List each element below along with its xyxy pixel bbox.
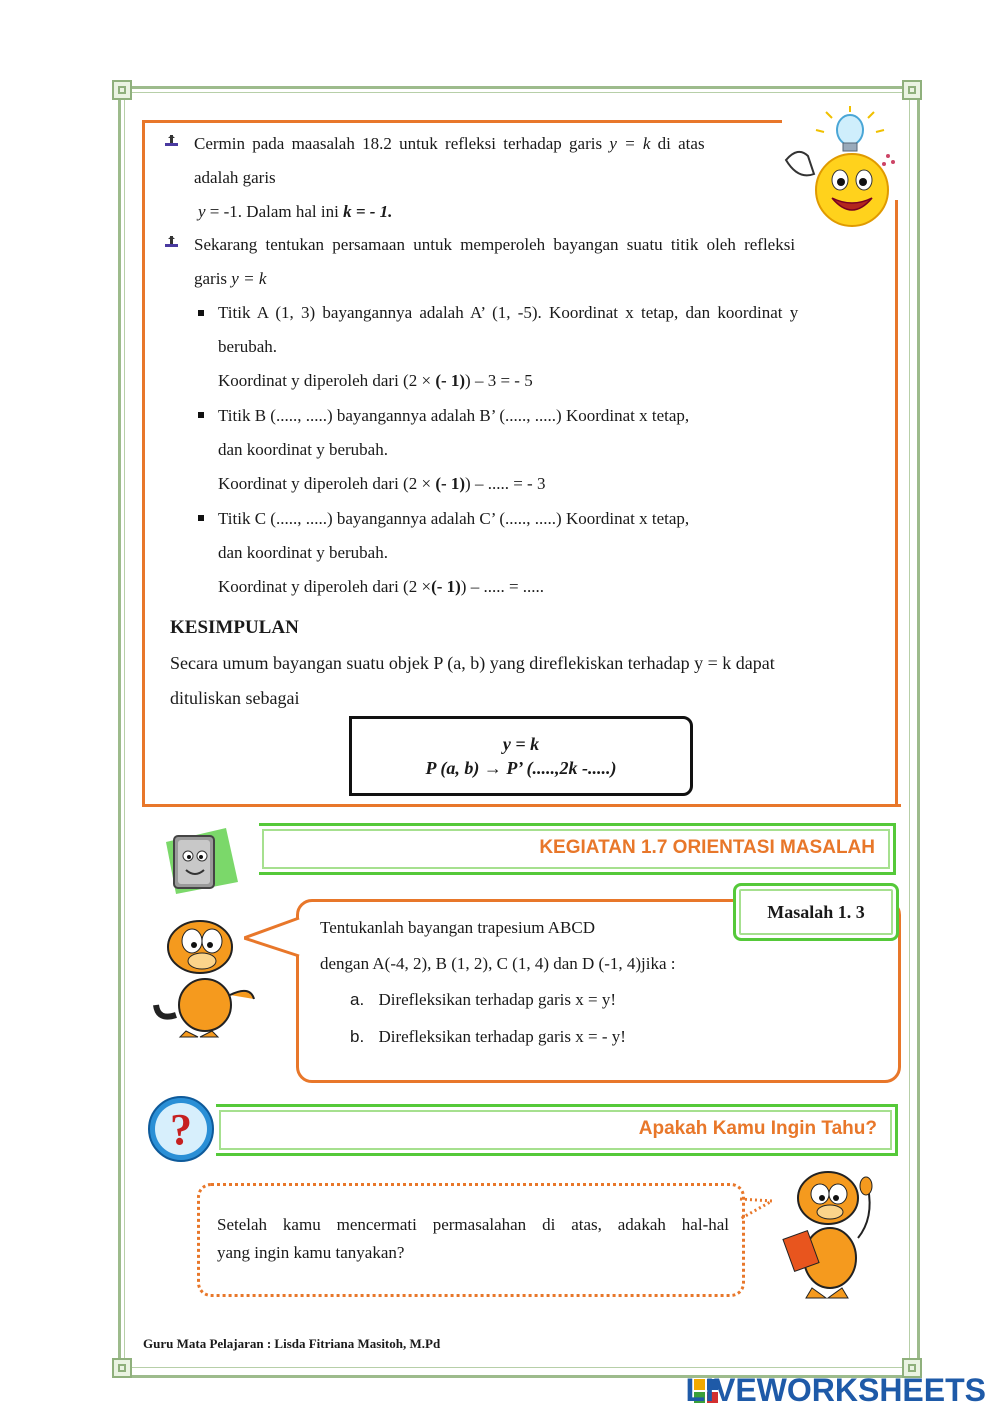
text: ) – 3 = - 5 xyxy=(465,371,533,390)
point-a-line1: Titik A (1, 3) bayangannya adalah A’ (1, -5). Koordinat x tetap, dan koordinat y xyxy=(218,303,799,322)
bullet1-line3 xyxy=(198,195,392,229)
math-var: y = k xyxy=(609,134,651,153)
frame-corner-ornament xyxy=(902,80,922,100)
formula-answer-box[interactable] xyxy=(349,716,693,796)
item-text: Direfleksikan terhadap garis x = y! xyxy=(378,990,617,1009)
conclusion-line1: Secara umum bayangan suatu objek P (a, b) yang direflekiskan terhadap y = k dapat xyxy=(170,653,775,673)
text: (- 1) xyxy=(435,371,466,390)
text: (- 1) xyxy=(431,577,461,596)
kegiatan-banner xyxy=(259,823,896,875)
bullet1-line1 xyxy=(194,127,705,161)
text: garis xyxy=(194,269,232,288)
text: Koordinat y diperoleh dari (2 × xyxy=(218,474,436,493)
content-box-top-border xyxy=(142,120,782,123)
item-letter: b. xyxy=(350,1027,365,1046)
question-line1: Setelah kamu mencermati permasalahan di atas, adakah hal-hal xyxy=(217,1215,729,1234)
speech-bubble-tail xyxy=(244,916,302,960)
content-box-right-border xyxy=(895,200,898,807)
question-line2: yang ingin kamu tanyakan? xyxy=(217,1243,405,1262)
text: Koordinat y diperoleh dari (2 × xyxy=(218,577,432,596)
speech-bubble-tail xyxy=(736,1195,776,1225)
problem-item-b xyxy=(350,1019,626,1055)
text: ) – ..... = - 3 xyxy=(465,474,546,493)
point-b-line2: dan koordinat y berubah. xyxy=(218,440,388,459)
text: ) – ..... = ..... xyxy=(460,577,545,596)
formula-top: y = k xyxy=(502,734,540,754)
text: di atas xyxy=(650,134,705,153)
text: (- 1) xyxy=(435,474,466,493)
kegiatan-title: KEGIATAN 1.7 ORIENTASI MASALAH xyxy=(539,837,875,858)
bullet2-line1 xyxy=(194,228,866,262)
text: Sekarang tentukan persamaan untuk memperoleh bayangan suatu titik oleh refleksi xyxy=(194,235,796,254)
text: Koordinat y diperoleh dari (2 × xyxy=(218,371,436,390)
point-b-line3 xyxy=(218,467,545,501)
point-a-line3 xyxy=(218,364,533,398)
svg-text:?: ? xyxy=(170,1105,192,1154)
question-mark-icon xyxy=(146,1094,216,1164)
point-c-line1: Titik C (....., .....) bayangannya adalah C’ (....., .....) Koordinat x tetap, xyxy=(218,509,690,528)
bullet1-line2: adalah garis xyxy=(194,168,276,187)
cat-thinking-icon xyxy=(780,1158,890,1304)
problem-item-a xyxy=(350,982,616,1018)
frame-corner-ornament xyxy=(112,80,132,100)
arrow-bullet-icon xyxy=(165,135,179,149)
item-text: Direfleksikan terhadap garis x = - y! xyxy=(378,1027,626,1046)
question-title: Apakah Kamu Ingin Tahu? xyxy=(638,1118,877,1139)
bullet2-line2 xyxy=(194,262,266,296)
point-c-line3 xyxy=(218,570,544,604)
item-letter: a. xyxy=(350,990,365,1009)
liveworksheets-watermark[interactable]: LIVEWORKSHEETS xyxy=(685,1372,986,1408)
k-value: k = - 1. xyxy=(343,202,393,221)
text: Cermin pada maasalah 18.2 untuk refleksi terhadap garis xyxy=(194,134,610,153)
frame-corner-ornament xyxy=(112,1358,132,1378)
problem-text-line2: dengan A(-4, 2), B (1, 2), C (1, 4) dan D (-1, 4)jika : xyxy=(320,954,676,973)
square-bullet-icon xyxy=(198,412,204,418)
point-a-line2: berubah. xyxy=(218,337,278,356)
square-bullet-icon xyxy=(198,515,204,521)
math-var: y xyxy=(198,202,206,221)
question-text xyxy=(217,1211,729,1267)
masalah-tag: Masalah 1. 3 xyxy=(733,883,899,941)
point-c-line2: dan koordinat y berubah. xyxy=(218,543,388,562)
conclusion-heading: KESIMPULAN xyxy=(170,617,299,638)
footer-teacher: Guru Mata Pelajaran : Lisda Fitriana Masitoh, M.Pd xyxy=(143,1336,441,1351)
conclusion-line2: dituliskan sebagai xyxy=(170,688,300,708)
square-bullet-icon xyxy=(198,310,204,316)
formula-bottom[interactable]: P (a, b) → P’ (.....,2k -.....) xyxy=(425,758,617,778)
question-banner xyxy=(216,1104,898,1156)
idea-smiley-icon xyxy=(780,106,900,230)
arrow-bullet-icon xyxy=(165,236,179,250)
math-var: y = k xyxy=(231,269,267,288)
point-b-line1: Titik B (....., .....) bayangannya adalah B’ (....., .....) Koordinat x tetap, xyxy=(218,406,690,425)
book-character-icon xyxy=(156,822,242,896)
problem-text-line1: Tentukanlah bayangan trapesium ABCD xyxy=(320,918,595,937)
text: = -1. Dalam hal ini xyxy=(205,202,344,221)
